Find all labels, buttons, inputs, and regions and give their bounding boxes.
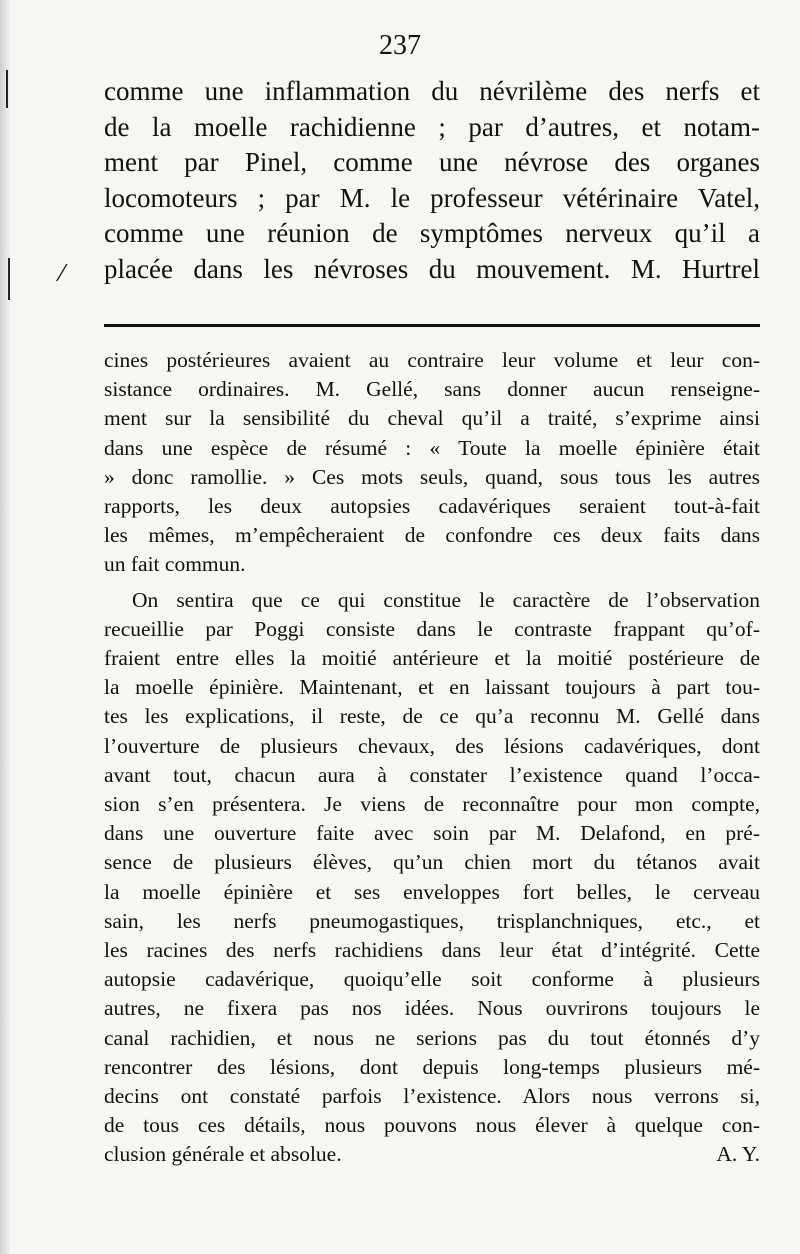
closing-text: clusion générale et absolue. (104, 1142, 342, 1167)
text-line: la moelle épinière. Maintenant, et en laissant toujours à part tou- (104, 675, 760, 700)
text-line: autopsie cadavérique, quoiqu’elle soit conforme à plusieurs (104, 967, 760, 992)
margin-mark (6, 70, 8, 108)
text-line: un fait commun. (104, 552, 246, 577)
footnote-rule (104, 324, 760, 327)
text-line: comme une inflammation du névrilème des nerfs et (104, 76, 760, 106)
text-line: » donc ramollie. » Ces mots seuls, quand, sous tous les autres (104, 464, 760, 489)
text-line: dans une ouverture faite avec soin par M. Delafond, en pré- (104, 821, 760, 846)
margin-mark (8, 258, 10, 300)
page-gutter (0, 0, 10, 1254)
page-number: 237 (379, 30, 421, 61)
footnote-paragraph (104, 346, 760, 580)
footnote-block (104, 346, 760, 1170)
text-line: les mêmes, m’empêcheraient de confondre ces deux faits dans (104, 523, 760, 548)
text-line: la moelle épinière et ses enveloppes fort belles, le cerveau (104, 879, 760, 904)
text-line: autres, ne fixera pas nos idées. Nous ouvrirons toujours le (104, 996, 760, 1021)
text-line: rapports, les deux autopsies cadavériques seraient tout-à-fait (104, 494, 760, 519)
closing-line (104, 1140, 760, 1169)
text-line: sion s’en présentera. Je viens de reconnaître pour mon compte, (104, 792, 760, 817)
text-line: recueillie par Poggi consiste dans le contraste frappant qu’of- (104, 616, 760, 641)
text-line: tes les explications, il reste, de ce qu’a reconnu M. Gellé dans (104, 704, 760, 729)
text-line: sence de plusieurs élèves, qu’un chien mort du tétanos avait (104, 850, 760, 875)
main-text-block (104, 74, 760, 287)
text-line: comme une réunion de symptômes nerveux qu’il a (104, 218, 760, 248)
text-line: placée dans les névroses du mouvement. M. Hurtrel (104, 253, 760, 284)
text-line: avant tout, chacun aura à constater l’existence quand l’occa- (104, 762, 760, 787)
text-line: locomoteurs ; par M. le professeur vétérinaire Vatel, (104, 182, 760, 213)
text-line: de tous ces détails, nous pouvons nous élever à quelque con- (104, 1113, 760, 1138)
text-line: dans une espèce de résumé : « Toute la moelle épinière était (104, 435, 760, 460)
text-line: On sentira que ce qui constitue le caractère de l’observation (132, 587, 760, 612)
text-line: rencontrer des lésions, dont depuis long-temps plusieurs mé- (104, 1054, 760, 1079)
text-line: cines postérieures avaient au contraire leur volume et leur con- (104, 348, 760, 372)
text-line: ment par Pinel, comme une névrose des organes (104, 147, 760, 177)
text-line: fraient entre elles la moitié antérieure et la moitié postérieure de (104, 646, 760, 671)
footnote-paragraph (104, 586, 760, 1141)
text-line: canal rachidien, et nous ne serions pas du tout étonnés d’y (104, 1025, 760, 1050)
text-line: les racines des nerfs rachidiens dans leur état d’intégrité. Cette (104, 938, 760, 963)
text-line: ment sur la sensibilité du cheval qu’il a traité, s’exprime ainsi (104, 406, 760, 431)
text-line: l’ouverture de plusieurs chevaux, des lésions cadavériques, dont (104, 733, 760, 758)
text-line: sain, les nerfs pneumogastiques, trisplanchniques, etc., et (104, 908, 760, 933)
text-line: de la moelle rachidienne ; par d’autres, et notam- (104, 111, 760, 142)
text-line: sistance ordinaires. M. Gellé, sans donner aucun renseigne- (104, 377, 760, 402)
margin-tick-icon: ⁄ (60, 262, 64, 287)
text-line: decins ont constaté parfois l’existence. Alors nous verrons si, (104, 1084, 760, 1109)
author-signature: A. Y. (716, 1142, 760, 1167)
